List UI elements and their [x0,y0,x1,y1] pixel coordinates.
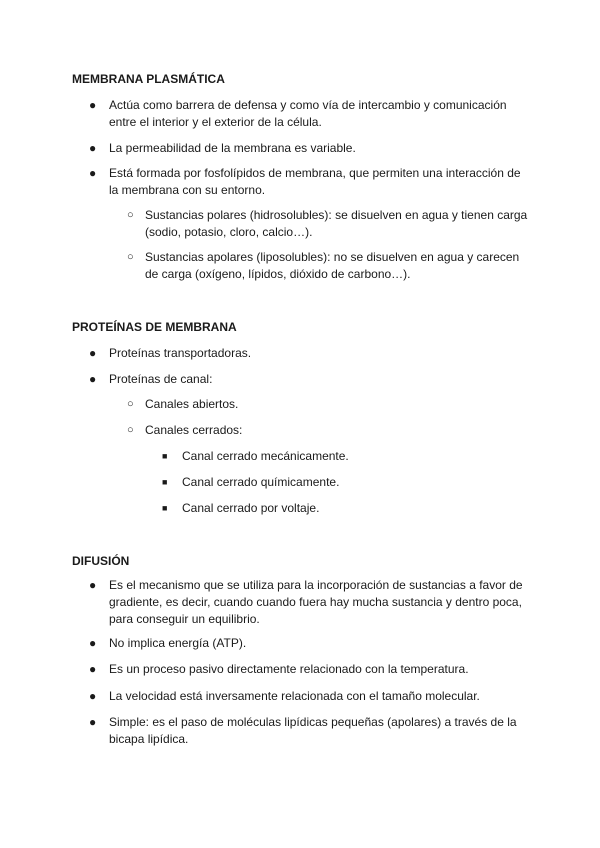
list-item: Está formada por fosfolípidos de membrana, que permiten una interacción de la membrana con su entorno. [109,166,521,197]
list-item: Canal cerrado por voltaje. [182,501,320,515]
list-item: La velocidad está inversamente relacionada con el tamaño molecular. [109,689,480,703]
list-item: La permeabilidad de la membrana es variable. [109,141,356,155]
bullet-marker: ● [89,372,97,386]
list-item: Canal cerrado químicamente. [182,475,340,489]
circle-marker: ○ [127,209,134,221]
list-item: Proteínas de canal: [109,372,213,386]
bullet-marker: ● [89,715,97,729]
list-item: Actúa como barrera de defensa y como vía de intercambio y comunicación entre el interior y el exterior de la célula. [109,98,507,129]
list-item: No implica energía (ATP). [109,636,247,650]
list-item: Sustancias polares (hidrosolubles): se disuelven en agua y tienen carga (sodio, potasio, cloro, calcio…). [145,208,528,239]
bullet-marker: ● [89,689,97,703]
square-marker: ■ [162,503,168,513]
section-title-membrana-plasmatica: MEMBRANA PLASMÁTICA [72,72,225,86]
list-item: Canales cerrados: [145,423,243,437]
list-item: Simple: es el paso de moléculas lipídicas pequeñas (apolares) a través de la bicapa lipídica. [109,715,517,746]
list-item: Sustancias apolares (liposolubles): no se disuelven en agua y carecen de carga (oxígeno, lípidos, dióxido de carbono…). [145,250,520,281]
circle-marker: ○ [127,251,134,263]
bullet-marker: ● [89,98,97,112]
section-title-difusion: DIFUSIÓN [72,554,130,568]
list-item: Canales abiertos. [145,397,239,411]
square-marker: ■ [162,477,168,487]
list-item: Canal cerrado mecánicamente. [182,449,349,463]
circle-marker: ○ [127,398,134,410]
section-title-proteinas-de-membrana: PROTEÍNAS DE MEMBRANA [72,320,237,334]
list-item: Es un proceso pasivo directamente relacionado con la temperatura. [109,662,469,676]
bullet-marker: ● [89,141,97,155]
list-item: Es el mecanismo que se utiliza para la incorporación de sustancias a favor de gradiente, es decir, cuando cuando fuera hay mucha sustancia y dentro poca, para conseguir un equilibrio. [109,578,523,626]
bullet-marker: ● [89,166,97,180]
circle-marker: ○ [127,424,134,436]
square-marker: ■ [162,451,168,461]
bullet-marker: ● [89,578,97,592]
bullet-marker: ● [89,346,97,360]
list-item: Proteínas transportadoras. [109,346,252,360]
bullet-marker: ● [89,636,97,650]
bullet-marker: ● [89,662,97,676]
